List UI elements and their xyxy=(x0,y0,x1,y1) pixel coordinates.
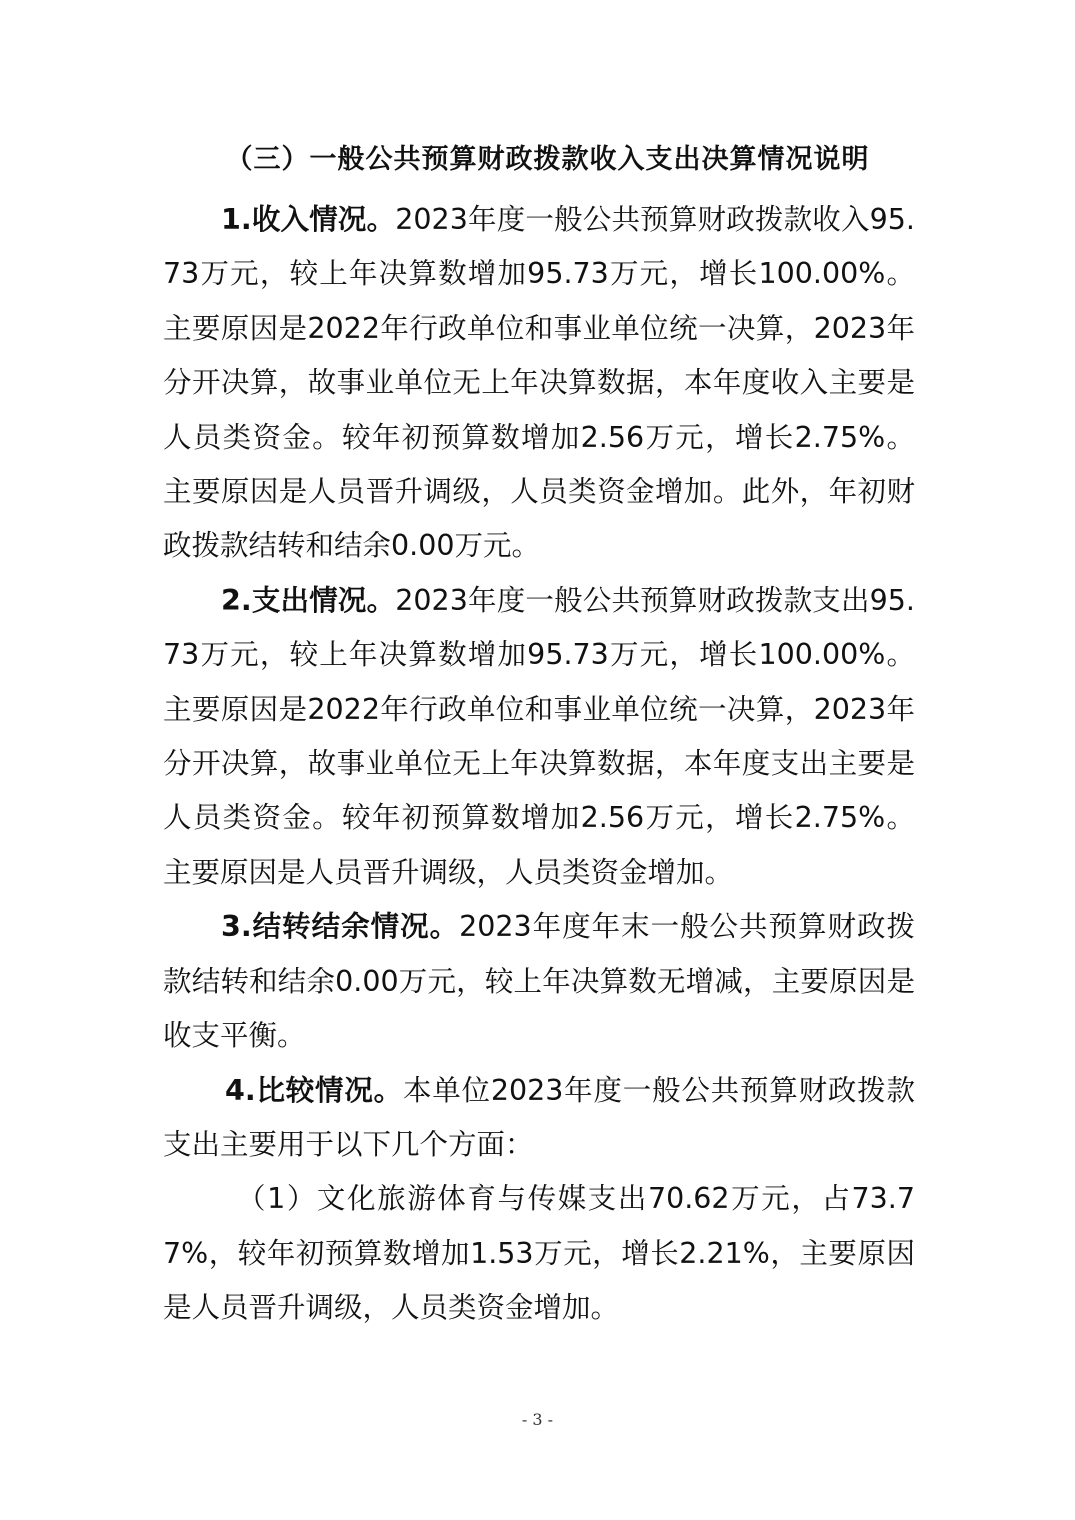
section-title: （三）一般公共预算财政拨款收入支出决算情况说明 xyxy=(225,144,870,175)
paragraph-lead: 1.收入情况。 xyxy=(221,203,396,236)
paragraph-lead: 4.比较情况。 xyxy=(225,1073,403,1107)
paragraph-text: （1）文化旅游体育与传媒支出70.62万元，占73.77%，较年初预算数增加1.53万元，增长2.21%，主要原因是人员晋升调级，人员类资金增加。 xyxy=(163,1182,915,1325)
page-number: - 3 - xyxy=(521,1410,554,1429)
paragraph-text: 2023年度年末一般公共预算财政拨款结转和结余0.00万元，较上年决算数无增减，主要原因是收支平衡。 xyxy=(163,910,915,1053)
paragraph-carryover xyxy=(163,900,915,1063)
paragraph-text: 本单位2023年度一般公共预算财政拨款支出主要用于以下几个方面： xyxy=(163,1073,915,1161)
paragraph-income xyxy=(163,193,915,574)
paragraph-expenditure xyxy=(163,574,915,900)
paragraph-culture-tourism xyxy=(163,1172,915,1335)
paragraph-text: 2023年度一般公共预算财政拨款支出95.73万元，较上年决算数增加95.73万元，增长100.00%。主要原因是2022年行政单位和事业单位统一决算，2023年分开决算，故事业单位无上年决算数据，本年度支出主要是人员类资金。较年初预算数增加2.56万元，增长2.75%。主要原因是人员晋升调级，人员类资金增加。 xyxy=(163,583,915,889)
paragraph-text: 2023年度一般公共预算财政拨款收入95.73万元，较上年决算数增加95.73万元，增长100.00%。主要原因是2022年行政单位和事业单位统一决算，2023年分开决算，故事业单位无上年决算数据，本年度收入主要是人员类资金。较年初预算数增加2.56万元，增长2.75%。主要原因是人员晋升调级，人员类资金增加。此外，年初财政拨款结转和结余0.00万元。 xyxy=(163,203,915,563)
paragraph-comparison xyxy=(163,1064,915,1173)
paragraph-lead: 2.支出情况。 xyxy=(221,583,396,617)
document-body xyxy=(163,193,915,1336)
paragraph-lead: 3.结转结余情况。 xyxy=(221,910,460,944)
